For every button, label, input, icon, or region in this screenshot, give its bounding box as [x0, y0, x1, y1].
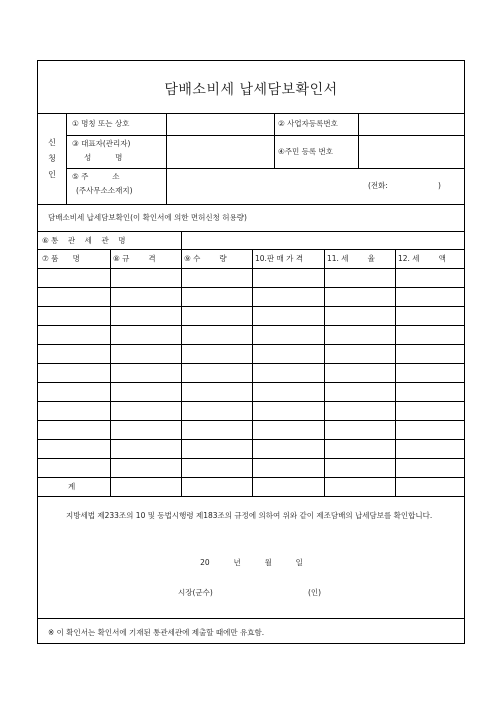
seal-label: (인)	[308, 588, 322, 597]
line	[181, 249, 182, 496]
line	[324, 249, 325, 496]
col-header-qty: ⑨ 수 량	[184, 254, 227, 263]
col-header-tax: 12. 세 액	[398, 254, 446, 263]
applicant-label-char: 청	[48, 154, 56, 163]
statement-text: 지방세법 제233조의 10 및 동법시행령 제183조의 규정에 의하여 위와 같이 제조담배의 납세담보를 확인합니다.	[66, 511, 433, 520]
rep-label-line1: ③ 대표자(관리자)	[72, 139, 131, 148]
customs-field[interactable]	[183, 233, 463, 247]
line	[38, 231, 465, 232]
line	[38, 618, 465, 619]
address-field[interactable]	[168, 170, 368, 202]
customs-label: ⑥ 통 관 세 관 명	[42, 236, 126, 245]
line	[66, 168, 465, 169]
rep-name-field[interactable]	[168, 137, 272, 166]
line	[358, 113, 359, 168]
phone-label: (전화: )	[368, 181, 441, 190]
line	[38, 496, 465, 497]
form-frame	[37, 60, 465, 644]
line	[38, 113, 465, 114]
line	[181, 231, 182, 249]
line	[66, 113, 67, 204]
line	[166, 113, 167, 168]
line	[395, 249, 396, 496]
biz-reg-field[interactable]	[360, 115, 464, 133]
line	[252, 249, 253, 496]
address-label-line2: (주사무소소재지)	[76, 186, 133, 195]
col-header-rate: 11. 세 율	[327, 254, 375, 263]
issuer-label: 시장(군수)	[178, 588, 213, 597]
applicant-label-char: 신	[48, 138, 56, 147]
col-header-spec: ⑧ 규 격	[113, 254, 156, 263]
col-header-price: 10.판 매 가 격	[255, 254, 304, 263]
line	[110, 249, 111, 496]
address-label-line1: ⑤ 주 소	[72, 172, 120, 181]
rep-label-line2: 성 명	[84, 153, 123, 162]
footnote: ※ 이 확인서는 확인서에 기재된 통관세관에 제출할 때에만 유효함.	[48, 628, 265, 637]
resident-field[interactable]	[360, 137, 464, 166]
col-header-item: ⑦ 품 명	[42, 254, 80, 263]
name-field[interactable]	[168, 115, 272, 133]
applicant-label-char: 인	[48, 170, 56, 179]
line	[66, 135, 465, 136]
biz-reg-label: ② 사업자등록번호	[278, 119, 338, 128]
line	[274, 113, 275, 168]
total-label: 계	[68, 482, 76, 491]
date-line: 20 년 월 일	[200, 558, 303, 567]
line	[38, 204, 465, 205]
purpose-text: 담배소비세 납세담보확인(이 확인서에 의한 면허신청 허용량)	[48, 213, 247, 222]
name-label: ① 명칭 또는 상호	[72, 119, 130, 128]
line	[166, 168, 167, 204]
resident-label: ④주민 등록 번호	[278, 147, 333, 156]
form-title: 담배소비세 납세담보확인서	[164, 82, 338, 98]
